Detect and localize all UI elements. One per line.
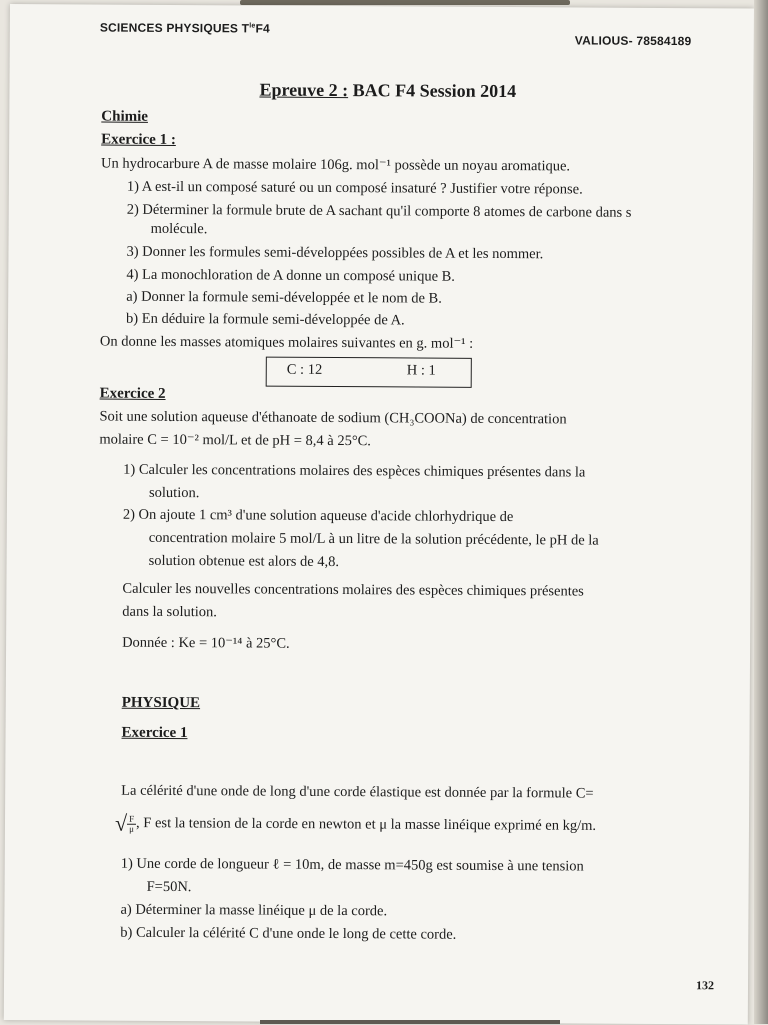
ex1-qb: b) En déduire la formule semi-développée de A. [126, 310, 405, 329]
section-physique-heading: PHYSIQUE [121, 694, 201, 712]
ex2-q1-line2: solution. [148, 484, 200, 502]
phys-formula-line2: √ $\frac{F}{\mu}$ , F est la tension de la corde en newton et μ la masse linéique exprimé en kg/m. [114, 810, 597, 836]
page-title: Epreuve 2 : BAC F4 Session 2014 [259, 79, 517, 102]
ex1-q4: 4) La monochloration de A donne un composé unique B. [126, 266, 456, 285]
ex2-calc-line2: dans la solution. [122, 603, 217, 621]
ex2-line2: molaire C = 10⁻² mol/L et de pH = 8,4 à 25°C. [99, 431, 372, 450]
phys-formula-line1: La célérité d'une onde de long d'une corde élastique est donnée par la formule C= [121, 782, 594, 802]
page-top-shadow [240, 0, 570, 5]
ex1-intro: Un hydrocarbure A de masse molaire 106g. mol⁻¹ possède un noyau aromatique. [100, 155, 571, 175]
phys-qb: b) Calculer la célérité C d'une onde le long de cette corde. [120, 924, 457, 943]
ex2-data: Donnée : Ke = 10⁻¹⁴ à 25°C. [122, 634, 290, 652]
sqrt-symbol: √ [114, 810, 128, 836]
phys-qa: a) Déterminer la masse linéique μ de la corde. [120, 901, 388, 920]
phys-q1-line2: F=50N. [146, 878, 192, 896]
header-left: SCIENCES PHYSIQUES $T^{le}F4$ [99, 20, 270, 36]
page-edge-shadow [754, 0, 768, 1024]
exercice-1-heading: Exercice 1 : [101, 131, 176, 149]
ex2-q1-line1: 1) Calculer les concentrations molaires des espèces chimiques présentes dans la [123, 461, 586, 481]
section-chimie-heading: Chimie [101, 108, 149, 125]
mass-hydrogen: H : 1 [406, 362, 436, 379]
atomic-mass-box [266, 357, 472, 388]
ex2-q2-line2: concentration molaire 5 mol/L à un litre de la solution précédente, le pH de la [148, 529, 599, 549]
page-number: 132 [695, 978, 715, 993]
ex2-calc-line1: Calculer les nouvelles concentrations molaires des espèces chimiques présentes [122, 580, 584, 600]
mass-carbon: C : 12 [286, 361, 323, 378]
document-page [4, 4, 754, 1025]
ex1-qa: a) Donner la formule semi-développée et le nom de B. [126, 288, 442, 307]
ex1-given: On donne les masses atomiques molaires suivantes en g. mol⁻¹ : [99, 333, 474, 352]
physique-exercice-1-heading: Exercice 1 [121, 724, 188, 742]
phys-q1-line1: 1) Une corde de longueur ℓ = 10m, de masse m=450g est soumise à une tension [120, 855, 584, 875]
ex1-q1: 1) A est-il un composé saturé ou un composé insaturé ? Justifier votre réponse. [126, 178, 583, 198]
ex2-q2-line1: 2) On ajoute 1 cm³ d'une solution aqueuse d'acide chlorhydrique de [122, 506, 514, 526]
ex2-q2-line3: solution obtenue est alors de 4,8. [148, 552, 340, 571]
ex1-q2-line2: molécule. [150, 220, 208, 238]
fraction-f-over-mu: $\frac{F}{\mu}$ [129, 813, 135, 834]
header-right: VALIOUS- 78584189 [574, 33, 692, 49]
ex2-line1: Soit une solution aqueuse d'éthanoate de sodium (CH₃COONa) de concentration [99, 408, 567, 428]
page-bottom-shadow [260, 1020, 560, 1024]
ex1-q3: 3) Donner les formules semi-développées possibles de A et les nommer. [126, 243, 544, 263]
ex1-q2-line1: 2) Déterminer la formule brute de A sachant qu'il comporte 8 atomes de carbone dans s [126, 201, 632, 221]
exercice-2-heading: Exercice 2 [99, 385, 166, 402]
